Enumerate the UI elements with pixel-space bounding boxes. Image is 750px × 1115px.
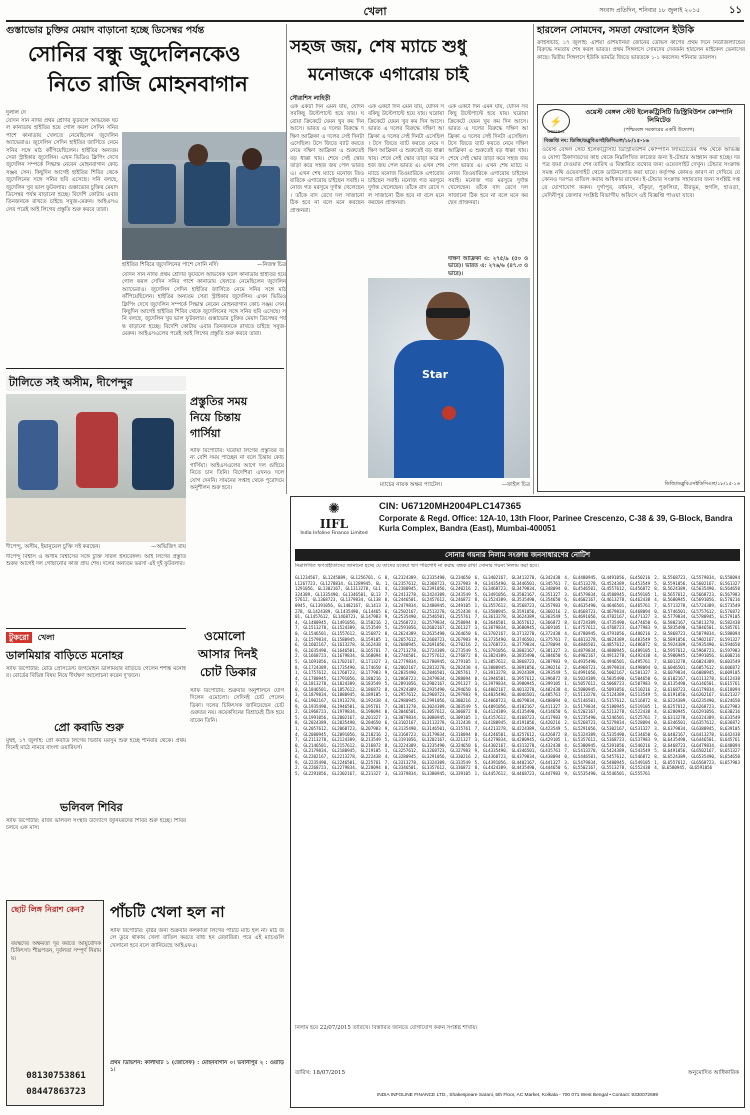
iifl-banner: সোনার গয়নার নিলাম সংক্রান্ত জনসাধারণের নোটিশ [295, 549, 740, 561]
date-line: সংবাদ প্রতিদিন, শনিবার ১৮ জুলাই ২০১৫ [599, 7, 700, 14]
iifl-notice [290, 496, 745, 1108]
column-rule [533, 24, 534, 494]
iifl-emblem-icon: ✺ [328, 501, 340, 517]
scoreline: দক্ষিণ আফ্রিকা এ: ২৭৫/৯ (৫০ ওভারে)। ভারত এ: ২৭৬/৬ (৪৭.৩ ওভারে)। [448, 256, 528, 277]
story-panchti [110, 900, 284, 1106]
brief-headline-2: প্রো কবাডি শুরু [54, 721, 124, 734]
jersey-logo-icon: Star [422, 368, 449, 381]
story-headline-line-3: চোট ডিকার [200, 665, 257, 679]
iifl-reg-office: Corporate & Regd. Office: 12A-10, 13th Floor, Parinee Crescenzo, C-38 & 39, G-Block, Bandra Kurla Complex, Bandra (East), Mumbai-400051 [379, 514, 733, 533]
story-headline-line-1: ওমোলো [204, 629, 246, 643]
iifl-footer-address: INDIA INFOLINE FINANCE LTD., Shakespeare Sarani, 5th Floor, AC Market, Kolkata - 700 071 West Bengal • Contact: 9330072689 [376, 1093, 659, 1098]
story-headline-line-1: সহজ জয়, শেষ ম্যাচে শুধু [290, 37, 467, 57]
story-headline: টালিতে সই অসীম, দীপেন্দুর [6, 376, 186, 391]
iifl-account-table: GL1234567, GL1245889, GL1256701, GL1267723, GL1278834, GL1289945, GL1291056, GL1302167, GL1313278, GL1324389, GL1335490, GL1346501, GL1357612, GL1368723, GL1379834, GL1380945, GL1391056, GL1402167, GL1413278, GL1424389, GL1435490, GL1446501, GL1457612, GL1468723, GL1479834, GL1480945, GL1491056, GL1502167, GL1513278, GL1524389, GL1535490, GL1546501, GL1557612, GL1568723, GL1579834, GL1580945, GL1591056, GL1602167, GL1613278, GL1624389, GL1635490, GL1646501, GL1657612, GL1668723, GL1679834, GL1680945, GL1691056, GL1702167, GL1713278, GL1724389, GL1735490, GL1746501, GL1757612, GL1768723, GL1779834, GL1780945, GL1791056, GL1802167, GL1813278, GL1824389, GL1835490, GL1846501, GL1857612, GL1868723, GL1879834, GL1880945, GL1891056, GL1902167, GL1913278, GL1924389, GL1935490, GL1946501, GL1957612, GL1968723, GL1979834, GL1980945, GL1991056, GL2002167, GL2013278, GL2024389, GL2035490, GL2046501, GL2057612, GL2068723, GL2079834, GL2080945, GL2091056, GL2102167, GL2113278, GL2124389, GL2135490, GL2146501, GL2157612, GL2168723, GL2179834, GL2180945, GL2191056, GL2202167, GL2213278, GL2224389, GL2235490, GL2246501, GL2257612, GL2268723, GL2279834, GL2280945, GL2291056, GL2302167, GL2313278, GL2324389, GL2335490, GL2346501, GL2357612, GL2368723, GL2379834, GL2380945, GL2391056, GL2402167, GL2413278, GL2424389, GL2435490, GL2446501, GL2457612, GL2468723, GL2479834, GL2480945, GL2491056, GL2502167, GL2513278, GL2524389, GL2535490, GL2546501, GL2557612, GL2568723, GL2579834, GL2580945, GL2591056, GL2602167, GL2613278, GL2624389, GL2635490, GL2646501, GL2657612, GL2668723, GL2679834, GL2680945, GL2691056, GL2702167, GL2713278, GL2724389, GL2735490, GL2746501, GL2757612, GL2768723, GL2779834, GL2780945, GL2791056, GL2802167, GL2813278, GL2824389, GL2835490, GL2846501, GL2857612, GL2868723, GL2879834, GL2880945, GL2891056, GL2902167, GL2913278, GL2924389, GL2935490, GL2946501, GL2957612, GL2968723, GL2979834, GL2980945, GL2991056, GL3002167, GL3013278, GL3024389, GL3035490, GL3046501, GL3057612, GL3068723, GL3079834, GL3080945, GL3091056, GL3102167, GL3113278, GL3124389, GL3135490, GL3146501, GL3157612, GL3168723, GL3179834, GL3180945, GL3191056, GL3202167, GL3213278, GL3224389, GL3235490, GL3246501, GL3257612, GL3268723, GL3279834, GL3280945, GL3291056, GL3302167, GL3313278, GL3324389, GL3335490, GL3346501, GL3357612, GL3368723, GL3379834, GL3380945, GL3391056, GL3402167, GL3413278, GL3424389, GL3435490, GL3446501, GL3457612, GL3468723, GL3479834, GL3480945, GL3491056, GL3502167, GL3513278, GL3524389, GL3535490, GL3546501, GL3557612, GL3568723, GL3579834, GL3580945, GL3591056, GL3602167, GL3613278, GL3624389, GL3635490, GL3646501, GL3657612, GL3668723, GL3679834, GL3680945, GL3691056, GL3702167, GL3713278, GL3724389, GL3735490, GL3746501, GL3757612, GL3768723, GL3779834, GL3780945, GL3791056, GL3802167, GL3813278, GL3824389, GL3835490, GL3846501, GL3857612, GL3868723, GL3879834, GL3880945, GL3891056, GL3902167, GL3913278, GL3924389, GL3935490, GL3946501, GL3957612, GL3968723, GL3979834, GL3980945, GL3991056, GL4002167, GL4013278, GL4024389, GL4035490, GL4046501, GL4057612, GL4068723, GL4079834, GL4080945, GL4091056, GL4102167, GL4113278, GL4124389, GL4135490, GL4146501, GL4157612, GL4168723, GL4179834, GL4180945, GL4191056, GL4202167, GL4213278, GL4224389, GL4235490, GL4246501, GL4257612, GL4268723, GL4279834, GL4280945, GL4291056, GL4302167, GL4313278, GL4324389, GL4335490, GL4346501, GL4357612, GL4368723, GL4379834, GL4380945, GL4391056, GL4402167, GL4413278, GL4424389, GL4435490, GL4446501, GL4457612, GL4468723, GL4479834, GL4480945, GL4491056, GL4502167, GL4513278, GL4524389, GL4535490, GL4546501, GL4557612, GL4568723, GL4579834, GL4580945, GL4591056, GL4602167, GL4613278, GL4624389, GL4635490, GL4646501, GL4657612, GL4668723, GL4679834, GL4680945, GL4691056, GL4702167, GL4713278, GL4724389, GL4735490, GL4746501, GL4757612, GL4768723, GL4779834, GL4780945, GL4791056, GL4802167, GL4813278, GL4824389, GL4835490, GL4846501, GL4857612, GL4868723, GL4879834, GL4880945, GL4891056, GL4902167, GL4913278, GL4924389, GL4935490, GL4946501, GL4957612, GL4968723, GL4979834, GL4980945, GL4991056, GL5002167, GL5013278, GL5024389, GL5035490, GL5046501, GL5057612, GL5068723, GL5079834, GL5080945, GL5091056, GL5102167, GL5113278, GL5124389, GL5135490, GL5146501, GL5157612, GL5168723, GL5179834, GL5180945, GL5191056, GL5202167, GL5213278, GL5224389, GL5235490, GL5246501, GL5257612, GL5268723, GL5279834, GL5280945, GL5291056, GL5302167, GL5313278, GL5324389, GL5335490, GL5346501, GL5357612, GL5368723, GL5379834, GL5380945, GL5391056, GL5402167, GL5413278, GL5424389, GL5435490, GL5446501, GL5457612, GL5468723, GL5479834, GL5480945, GL5491056, GL5502167, GL5513278, GL5524389, GL5535490, GL5546501, GL5557612, GL5568723, GL5579834, GL5580945, GL5591056, GL5602167, GL5613278, GL5624389, GL5635490, GL5646501, GL5657612, GL5668723, GL5679834, GL5680945, GL5691056, GL5702167, GL5713278, GL5724389, GL5735490, GL5746501, GL5757612, GL5768723, GL5779834, GL5780945, GL5791056, GL5802167, GL5813278, GL5824389, GL5835490, GL5846501, GL5857612, GL5868723, GL5879834, GL5880945, GL5891056, GL5902167, GL5913278, GL5924389, GL5935490, GL5946501, GL5957612, GL5968723, GL5979834, GL5980945, GL5991056, GL6002167, GL6013278, GL6024389, GL6035490, GL6046501, GL6057612, GL6068723, GL6079834, GL6080945, GL6091056, GL6102167, GL6113278, GL6124389, GL6135490, GL6146501, GL6157612, GL6168723, GL6179834, GL6180945, GL6191056, GL6202167, GL6213278, GL6224389, GL6235490, GL6246501, GL6257612, GL6268723, GL6279834, GL6280945, GL6291056, GL6302167, GL6313278, GL6324389, GL6335490, GL6346501, GL6357612, GL6368723, GL6379834, GL6380945, GL6391056, GL6402167, GL6413278, GL6424389, GL6435490, GL6446501, GL6457612, GL6468723, GL6479834, GL6480945, GL6491056, GL6502167, GL6513278, GL6524389, GL6535490, GL6546501, GL6557612, GL6568723, GL6579834, GL6580945, GL6591056 [295, 575, 740, 776]
story-headline-line-1: সোনির বন্ধু জুদেলিনকেও [28, 42, 241, 66]
brief-body-1: স্টাফ রিপোর্টার: বোর্ড প্রেসিডেন্ট জগমোহন ডালমিয়ার বাড়িতে গেলেন শশাঙ্ক মনোহর। বোর্ডের বিভিন্ন বিষয় নিয়ে দীর্ঘক্ষণ আলোচনা করেন দু'জনে। [6, 666, 186, 680]
section-label: খেলা [363, 5, 387, 18]
story-body: স্টাফ রিপোর্টার: বৃষ্টির জন্য শুক্রবার কলকাতা লিগের পাঁচটি ম্যাচ হল না। মাঠ জলে ডুবে থাকায় খেলা বাতিল করতে বাধ্য হন রেফারিরা। পরে এই ম্যাচগুলি খেলানো হবে বলে জানিয়েছে আইএফএ। [110, 928, 284, 949]
ad-body: বয়স্কদের অক্ষমতা দূর করতে আয়ুর্বেদিক চিকিৎসা। শীঘ্রপতন, দুর্বলতা সম্পূর্ণ নিরাময়। [11, 941, 101, 962]
tender-notice-no: বিজ্ঞপ্তি নং: ডিজি/ডব্লুবিএসইডিসিএল/১৮/১৫-১৬ [542, 137, 740, 147]
masthead [0, 0, 750, 22]
brief-headline-1: ডালমিয়ার বাড়িতে মনোহর [6, 649, 124, 662]
soni-judelin-photo [122, 132, 286, 260]
iifl-intro: নিম্নলিখিত ঋণগ্রহীতাদের জানানো হচ্ছে যে তাদের বকেয়া ঋণ পরিশোধ না করায় বন্ধক রাখা সোনার গয়না নিলাম করা হবে। [295, 563, 539, 569]
tender-footer: ডিজি/ডব্লুবিএসইডিসিএল/১৮/১৫-১৬ [664, 481, 740, 487]
cricket-ball-icon [442, 406, 456, 420]
tender-logo [542, 109, 570, 133]
iifl-logo [295, 501, 373, 549]
ad-phone-1[interactable]: 08130753861 [26, 1071, 86, 1081]
page-number: ১১ [729, 5, 742, 16]
tukro-label [6, 632, 54, 645]
small-ad [6, 900, 104, 1106]
iifl-footer-note: নিলাম হবে 22/07/2015 তারিখে। বিস্তারিত জানতে যোগাযোগ করুন সংশ্লিষ্ট শাখায়। [295, 1025, 478, 1031]
iifl-signatory: অনুমোদিত আধিকারিক [687, 1070, 739, 1076]
cricketer-photo [368, 278, 530, 478]
iifl-logo-name: IIFL [319, 517, 349, 531]
utility-logo-icon: ⚡ [549, 117, 563, 128]
photo-caption: ম্যাচের নায়ক অক্ষর প্যাটেল। [380, 482, 443, 488]
story-body: যেদিন সনি নর্দির প্রথম শ্রেণির ফুটবলে অভিষেক ঘটল কানাডায় হাইতির হয়ে গোল করল সেদিন সনির পাশে কানাডায় খেলতে নেমেছিলেন জুদেলিন অ্যাভেরাও। জুদেলিন সেদিন হাইতির জার্সিতে নেমে সনির সঙ্গে মাঠ কাঁপিয়েছিলেন। হাইতির অন্যতম সেরা স্ট্রাইকার জুদেলিন। এখন ভিডিও ক্লিপিং দেখে জুদেলিন সম্পর্কে সিদ্ধান্ত নেবেন মোহনবাগান কোচ সঞ্জয় সেন। কিছুদিন আগেই হাইতির শিবির থেকে জুদেলিনের সঙ্গে সনির ছবি এসেছে। সনি বলছে, জুদেলিন খুব ভাল ফুটবলার। গুস্তাভোর চুক্তির মেয়াদ ডিসেম্বর পর্যন্ত বাড়ানো হচ্ছে। বিদেশি কোটায় এবার তিনজনকে রাখতে চাইছে সবুজ-মেরুন। আইএসএলের পরেই আই লিগের প্রস্তুতি শুরু করবে তারা। [6, 118, 118, 213]
tukro-label-main: টুকরো [6, 632, 32, 643]
story-omolo [190, 630, 284, 892]
photo-caption: দীপেন্দু, অসীম, ইমানুয়েল চুক্তি সই করছেন। [6, 544, 101, 550]
story-harelen [537, 24, 745, 104]
photo-caption: হাইতির শিবিরে জুদেলিনের পাশে সোনি নর্দি। [122, 262, 219, 268]
column-rule [286, 24, 287, 494]
story-soni [6, 24, 284, 364]
story-body-col-3: এক একটা দিন এমন যায়, যেদিন সবকিছু উল্টেপাল্টে হয়ে যায়। ঘরোয়া ক্রিকেটে যেমন খুব কম দিন আসে। ভারত এ দলের বিরুদ্ধে দক্ষিণ আফ্রিকা এ দলের সেই দিনটা এসেছিল। টসে জিতে ব্যাট করতে নেমে দক্ষিণ আফ্রিকা এ শুরুতেই বড় ধাক্কা খায়। শেষে সেই স্কোর তাড়া করে সহজ জয় পেল ভারত এ। এখন শেষ ম্যাচে মনোজ তিওয়ারিকে এগারোয় চাইছেন সবাই। মনোজ গত মরসুমে দুর্দান্ত খেলেছেন। তাঁকে বাদ রেখে দল সাজানো ঠিক হবে না বলে মনে করছেন প্রাক্তনরা। [448, 104, 528, 207]
story-kicker: গুস্তাভোর চুক্তির মেয়াদ বাড়ানো হচ্ছে ডিসেম্বর পর্যন্ত [6, 25, 205, 36]
photo-credit: —অভিজিৎ রায় [151, 544, 186, 550]
story-body: স্টাফ রিপোর্টার: শুক্রবার অনুশীলনে যোগ দিলেন ওমোলো। সেদিনই চোট পেলেন ডিকা। দলের চিকিৎসক জানিয়েছেন চোট গুরুতর নয়। কয়েকদিনের বিশ্রামেই ঠিক হয়ে যাবেন তিনি। [190, 688, 284, 724]
tukro-khela [6, 632, 186, 894]
byline: সৌরাশিস লাহিড়ী [290, 96, 331, 102]
tender-org: ওয়েস্ট বেঙ্গল স্টেট ইলেকট্রিসিটি ডিস্ট্রিবিউশন কোম্পানি লিমিটেড [585, 108, 733, 124]
brief-headline-3: ভলিবল শিবির [60, 801, 123, 814]
story-headline-line-2: আসার দিনই [198, 647, 258, 661]
story-headline-line-2: নিতে রাজি মোহনবাগান [48, 72, 248, 96]
brief-body-3: স্টাফ রিপোর্টার: রাজ্য ভলিবল সংস্থার উদ্যোগে জুনিয়রদের শিবির শুরু হচ্ছে। শিবির চলবে এক মাস। [6, 818, 186, 832]
photo-credit: —ফাইল চিত্র [501, 482, 530, 488]
story-garcia [190, 396, 284, 628]
photo-credit: —নিজস্ব চিত্র [257, 262, 286, 268]
brief-body-2: মুম্বই, ১৭ জুলাই: প্রো কবাডি লিগের দ্বিতীয় মরসুম শুরু হচ্ছে শনিবার থেকে। প্রথম দিনেই মাঠে নামবে বাংলা ওয়ারিয়র্স। [6, 738, 186, 752]
tukro-label-sub: খেলা [37, 633, 55, 642]
tender-sub: (পশ্চিমবঙ্গ সরকারের একটি উদ্যোগ) [623, 127, 695, 133]
story-body: দীপেন্দু বিশ্বাস ও অসীম বিশ্বাসের সঙ্গে চুক্তি সারল ইস্টবেঙ্গল। আই লিগের প্রস্তুতি শুরুর আগেই দল গোছানোর কাজ প্রায় শেষ। দলের অন্যতম ভরসা এই দুই ফুটবলার। [6, 554, 186, 568]
section-rule [6, 368, 284, 369]
match-results: প্রথম ডিভিশন: কালীঘাট ১ (জোসেফ) : মোহনবাগান ০। ভবানীপুর ২ : ওয়াড়ি ১। [110, 1060, 284, 1074]
iifl-date: তারিখ: 18/07/2015 [295, 1070, 346, 1076]
story-body: স্টাফ রিপোর্টার: ঘরোয়া লিগের প্রস্তুতির জন্য বেশি সময় পাচ্ছেন না বলে চিন্তায় কোচ গার্সিয়া। আইএসএলের আগে দল গুছিয়ে নিতে চান তিনি। বিদেশিরা এখনও দলে যোগ দেননি। সামনের সপ্তাহ থেকে পুরোদমে অনুশীলন শুরু হবে। [190, 448, 284, 492]
story-headline: পাঁচটি খেলা হল না [110, 903, 225, 921]
tender-notice [537, 104, 745, 492]
story-headline-line-2: মনোজকে এগারোয় চাই [308, 65, 469, 85]
iifl-cin: CIN: U67120MH2004PLC147365 [379, 501, 522, 512]
signing-photo [6, 394, 186, 542]
story-headline-line-1: প্রস্তুতির সময় [190, 395, 248, 408]
byline: দুলাল দে [6, 110, 26, 116]
story-headline: হারলেন সোমদেব, সমতা ফেরালেন ইউকি [537, 25, 695, 36]
section-rule [6, 628, 186, 629]
story-body-col-1: এক একটা দিন এমন যায়, যেদিন সবকিছু উল্টেপাল্টে হয়ে যায়। ঘরোয়া ক্রিকেটে যেমন খুব কম দিন আসে। ভারত এ দলের বিরুদ্ধে দক্ষিণ আফ্রিকা এ দলের সেই দিনটা এসেছিল। টসে জিতে ব্যাট করতে নেমে দক্ষিণ আফ্রিকা এ শুরুতেই বড় ধাক্কা খায়। শেষে সেই স্কোর তাড়া করে সহজ জয় পেল ভারত এ। এখন শেষ ম্যাচে মনোজ তিওয়ারিকে এগারোয় চাইছেন সবাই। মনোজ গত মরসুমে দুর্দান্ত খেলেছেন। তাঁকে বাদ রেখে দল সাজানো ঠিক হবে না বলে মনে করছেন প্রাক্তনরা। [290, 104, 364, 214]
iifl-logo-sub: India Infoline Finance Limited [300, 531, 368, 536]
masthead-rule [6, 20, 744, 22]
ad-title: ছোট লিঙ্গ নিরাশ কেন? [11, 905, 85, 914]
story-body-continued: যেদিন সনি নর্দির প্রথম শ্রেণির ফুটবলে অভিষেক ঘটল কানাডায় হাইতির হয়ে গোল করল সেদিন সনির পাশে কানাডায় খেলতে নেমেছিলেন জুদেলিন অ্যাভেরাও। জুদেলিন সেদিন হাইতির জার্সিতে নেমে সনির সঙ্গে মাঠ কাঁপিয়েছিলেন। হাইতির অন্যতম সেরা স্ট্রাইকার জুদেলিন। এখন ভিডিও ক্লিপিং দেখে জুদেলিন সম্পর্কে সিদ্ধান্ত নেবেন মোহনবাগান কোচ সঞ্জয় সেন। কিছুদিন আগেই হাইতির শিবির থেকে জুদেলিনের সঙ্গে সনির ছবি এসেছে। সনি বলছে, জুদেলিন খুব ভাল ফুটবলার। গুস্তাভোর চুক্তির মেয়াদ ডিসেম্বর পর্যন্ত বাড়ানো হচ্ছে। বিদেশি কোটায় এবার তিনজনকে রাখতে চাইছে সবুজ-মেরুন। আইএসএলের পরেই আই লিগের প্রস্তুতি শুরু করবে তারা। [122, 272, 286, 338]
story-body-col-2: এক একটা দিন এমন যায়, যেদিন সবকিছু উল্টেপাল্টে হয়ে যায়। ঘরোয়া ক্রিকেটে যেমন খুব কম দিন আসে। ভারত এ দলের বিরুদ্ধে দক্ষিণ আফ্রিকা এ দলের সেই দিনটা এসেছিল। টসে জিতে ব্যাট করতে নেমে দক্ষিণ আফ্রিকা এ শুরুতেই বড় ধাক্কা খায়। শেষে সেই স্কোর তাড়া করে সহজ জয় পেল ভারত এ। এখন শেষ ম্যাচে মনোজ তিওয়ারিকে এগারোয় চাইছেন সবাই। মনোজ গত মরসুমে দুর্দান্ত খেলেছেন। তাঁকে বাদ রেখে দল সাজানো ঠিক হবে না বলে মনে করছেন প্রাক্তনরা। [368, 104, 444, 207]
tender-body: ওয়েস্ট বেঙ্গল স্টেট ইলেকট্রিসিটি ডিস্ট্রিবিউশন কোম্পানি লিমিটেডের পক্ষ থেকে অভিজ্ঞ ও যোগ্য ঠিকাদারদের কাছ থেকে নিম্নলিখিত কাজের জন্য ই-টেন্ডার আহ্বান করা হচ্ছে। দরপত্র জমা দেওয়ার শেষ তারিখ ও বিস্তারিত তথ্যের জন্য ওয়েবসাইট দেখুন। টেন্ডার সংক্রান্ত সমস্ত নথি ওয়েবসাইট থেকে ডাউনলোড করা যাবে। কর্তৃপক্ষ কোনও কারণ না দেখিয়ে যে কোনও দরপত্র বাতিল করার অধিকার রাখেন। ই-টেন্ডার সংক্রান্ত সহায়তার জন্য সংশ্লিষ্ট দপ্তরে যোগাযোগ করুন। দুর্গাপুর, বর্ধমান, বাঁকুড়া, পুরুলিয়া, বীরভূম, হুগলি, হাওড়া, মেদিনীপুর জেলার সংশ্লিষ্ট বিভাগীয় অফিসে এই বিজ্ঞপ্তি পাওয়া যাবে। [542, 147, 740, 199]
story-headline-line-2: নিয়ে চিন্তায় [190, 411, 241, 424]
story-body: ক্রাইস্টচার্চ, ১৭ জুলাই: এশিয়া ওশিয়ানিয়া জোনের ডেভিস কাপের প্রথম দিনে নিউজিল্যান্ডের বিরুদ্ধে সমতায় শেষ করল ভারত। প্রথম সিঙ্গলসে সোমদেব দেববর্মন হারলেন মাইকেল ভেনাসের কাছে। দ্বিতীয় সিঙ্গলসে ইউকি ভামব্রি জিতে ভারতকে ১-১ করলেন। শনিবার ডাবলস। [537, 40, 745, 61]
ad-phone-2[interactable]: 08447863723 [26, 1087, 86, 1097]
story-headline-line-3: গার্সিয়া [190, 427, 221, 440]
tender-logo-text: WBSEDCL [547, 130, 565, 134]
